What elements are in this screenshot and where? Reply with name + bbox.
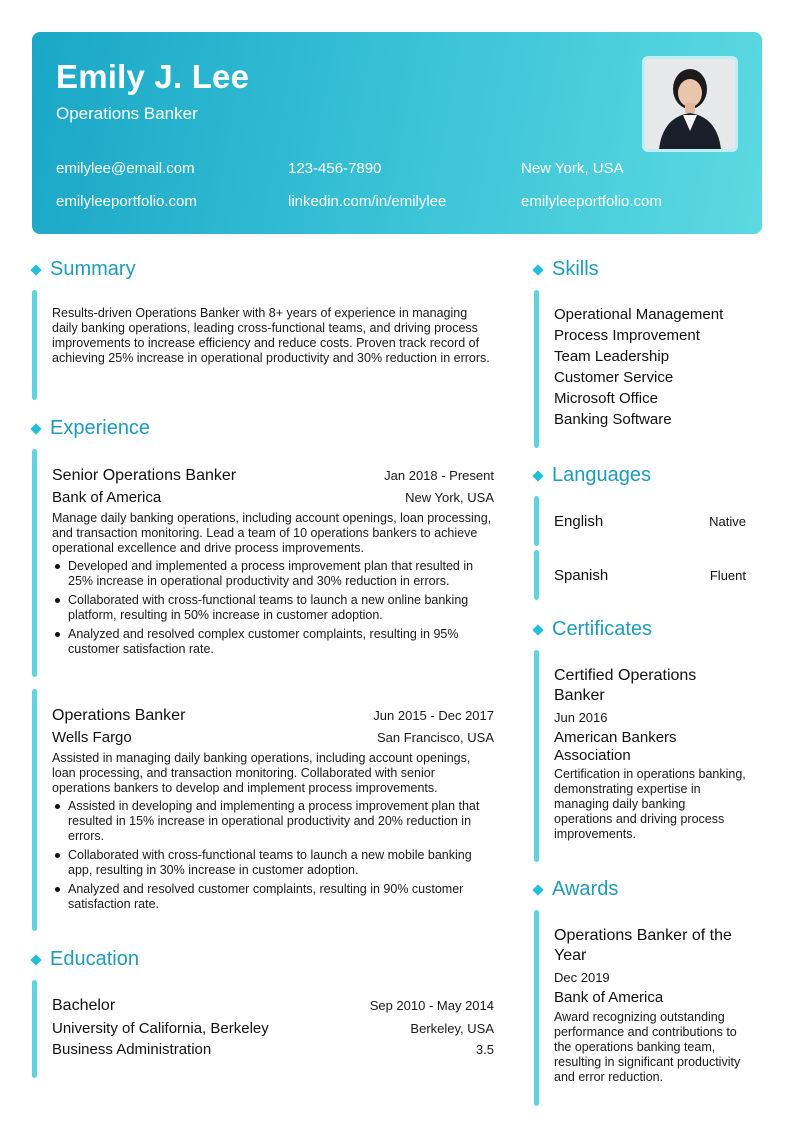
job-description: Assisted in managing daily banking operations, including account openings, loan processing, and transaction monitoring. Collaborated with senior operations bankers to develop and implement process improvements. [52,751,471,795]
awards-heading-label: Awards [552,878,619,900]
education-heading [30,948,139,971]
language-name: English [554,512,604,530]
diamond-icon [30,423,41,434]
experience-item [32,449,494,677]
job-title: Operations Banker [52,707,186,724]
diamond-icon [532,470,543,481]
candidate-role: Operations Banker [56,104,198,123]
profile-photo-icon [645,59,735,149]
language-item [534,550,746,600]
school-name: University of California, Berkeley [52,1020,269,1037]
achievement-item: Analyzed and resolved customer complaints, resulting in 90% customer satisfaction rate. [52,882,494,912]
diamond-icon [30,954,41,965]
language-level: Fluent [709,567,746,583]
skill-item: Microsoft Office [554,390,658,407]
certificate-issuer: American Bankers Association [554,729,677,764]
summary-heading-label: Summary [50,258,136,280]
certificate-date: Jun 2016 [554,710,608,725]
gpa: 3.5 [475,1042,494,1057]
education-item [32,980,494,1078]
candidate-name: Emily J. Lee [56,58,250,95]
summary-heading [30,258,136,281]
portfolio-link-secondary[interactable]: emilyleeportfolio.com [521,193,662,210]
summary-box [32,290,494,400]
job-title: Senior Operations Banker [52,467,237,484]
skill-item: Operational Management [554,306,724,323]
location-text: New York, USA [521,160,624,177]
skills-heading-label: Skills [552,258,599,280]
job-company: Wells Fargo [52,729,132,746]
achievement-item: Analyzed and resolved complex customer complaints, resulting in 95% customer satisfaction rate. [52,627,494,657]
summary-text: Results-driven Operations Banker with 8+ years of experience in managing daily banking operations, leading cross-functional teams, and driving process improvements to increase efficiency and reduce costs. Proven track record of achieving 25% increase in operational productivity and 30% reduction in errors. [52,306,490,365]
skills-box [534,290,762,448]
skills-heading [532,258,599,281]
experience-item [32,689,494,931]
awards-heading [532,878,618,901]
skill-item: Team Leadership [554,348,670,365]
experience-heading [30,417,150,440]
field-of-study: Business Administration [52,1041,212,1058]
job-achievements [52,559,494,661]
languages-heading [532,464,651,487]
job-location: San Francisco, USA [376,730,494,745]
achievement-item: Collaborated with cross-functional teams to launch a new mobile banking app, resulting in 30% increase in customer adoption. [52,848,494,878]
diamond-icon [532,884,543,895]
job-dates: Jun 2015 - Dec 2017 [373,708,494,723]
job-location: New York, USA [405,490,494,505]
award-date: Dec 2019 [554,970,610,985]
diamond-icon [30,264,41,275]
school-location: Berkeley, USA [410,1021,494,1036]
language-level: Native [709,513,746,529]
profile-photo [642,56,738,152]
languages-heading-label: Languages [552,464,651,486]
education-heading-label: Education [50,948,139,970]
job-company: Bank of America [52,489,162,506]
email-link[interactable]: emilylee@email.com [56,160,195,177]
resume-header [32,32,762,234]
award-title: Operations Banker of the Year [554,927,732,964]
job-description: Manage daily banking operations, including account openings, loan processing, and transaction monitoring. Lead a team of 10 operations bankers to achieve operational excellence and drive process improvements. [52,511,492,555]
job-dates: Jan 2018 - Present [384,468,494,483]
certificate-title: Certified Operations Banker [554,667,697,704]
diamond-icon [532,264,543,275]
achievement-item: Assisted in developing and implementing a process improvement plan that resulted in 15% increase in operational productivity and 20% reduction in errors. [52,799,494,844]
skill-item: Banking Software [554,411,672,428]
award-item [534,910,748,1106]
language-item [534,496,746,546]
achievement-item: Collaborated with cross-functional teams to launch a new online banking platform, resulting in 50% increase in customer adoption. [52,593,494,623]
award-issuer: Bank of America [554,989,664,1006]
job-achievements [52,799,494,916]
linkedin-link[interactable]: linkedin.com/in/emilylee [288,193,447,210]
certificates-heading-label: Certificates [552,618,653,640]
certificate-description: Certification in operations banking, demonstrating expertise in managing daily banking operations and driving process improvements. [554,767,746,841]
achievement-item: Developed and implemented a process improvement plan that resulted in 25% increase in operational productivity and 30% reduction in errors. [52,559,494,589]
skill-item: Process Improvement [554,327,700,344]
portfolio-link[interactable]: emilyleeportfolio.com [56,193,197,210]
certificate-item [534,650,746,862]
skill-item: Customer Service [554,369,674,386]
language-name: Spanish [554,566,609,584]
certificates-heading [532,618,652,641]
education-dates: Sep 2010 - May 2014 [369,998,494,1013]
experience-heading-label: Experience [50,417,151,439]
phone-number[interactable]: 123-456-7890 [288,160,382,177]
diamond-icon [532,624,543,635]
degree: Bachelor [52,997,116,1014]
award-description: Award recognizing outstanding performance and contributions to the operations banking team, resulting in significant productivity and error reduction. [554,1010,741,1084]
